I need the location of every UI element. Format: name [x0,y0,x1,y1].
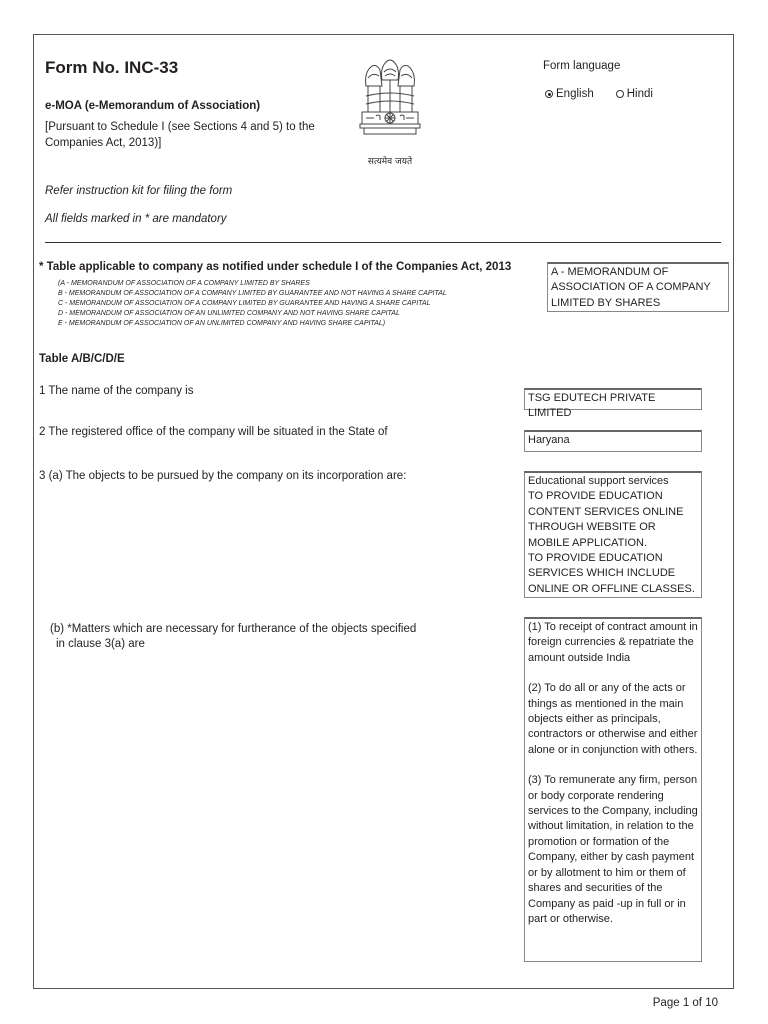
form-pursuant-note: [Pursuant to Schedule I (see Sections 4 and 5) to the Companies Act, 2013)] [45,121,315,149]
matters-label-line: in clause 3(a) are [56,638,145,650]
objects-label: 3 (a) The objects to be pursued by the company on its incorporation are: [39,470,407,482]
radio-unchecked-icon[interactable] [616,90,624,98]
national-emblem [350,50,430,168]
page-number: Page 1 of 10 [652,997,718,1009]
radio-english[interactable] [545,88,594,100]
header-divider [45,242,721,243]
lion-capital-emblem-icon [350,50,430,154]
table-option: E - MEMORANDUM OF ASSOCIATION OF AN UNLIMITED COMPANY AND HAVING SHARE CAPITAL) [58,320,386,327]
form-language-radio-group [545,88,653,100]
company-name-label: 1 The name of the company is [39,385,194,397]
table-option: D - MEMORANDUM OF ASSOCIATION OF AN UNLIMITED COMPANY AND NOT HAVING SHARE CAPITAL [58,310,400,317]
registered-office-state-field[interactable]: Haryana [524,430,702,452]
form-number: Form No. INC-33 [45,58,179,77]
company-name-field[interactable]: TSG EDUTECH PRIVATE LIMITED [524,388,702,410]
table-option: C - MEMORANDUM OF ASSOCIATION OF A COMPANY LIMITED BY GUARANTEE AND HAVING A SHARE CAPITAL [58,300,431,307]
table-option: B - MEMORANDUM OF ASSOCIATION OF A COMPANY LIMITED BY GUARANTEE AND NOT HAVING A SHARE CAPITAL [58,290,447,297]
table-option: (A - MEMORANDUM OF ASSOCIATION OF A COMPANY LIMITED BY SHARES [58,280,310,287]
registered-office-state-label: 2 The registered office of the company will be situated in the State of [39,426,388,438]
matters-label [50,622,450,652]
objects-textarea[interactable]: Educational support services TO PROVIDE EDUCATION CONTENT SERVICES ONLINE THROUGH WEBSITE OR MOBILE APPLICATION. TO PROVIDE EDUCATION SERVICES WHICH INCLUDE ONLINE OR OFFLINE CLASSES. [524,471,702,598]
form-language-label: Form language [543,60,621,72]
emblem-motto: सत्यमेव जयते [367,157,413,167]
radio-hindi-label: Hindi [626,88,653,100]
table-applicable-select[interactable]: A - MEMORANDUM OF ASSOCIATION OF A COMPANY LIMITED BY SHARES [547,262,729,312]
form-title: e-MOA (e-Memorandum of Association) [45,100,261,112]
matters-item: (1) To receipt of contract amount in foreign currencies & repatriate the amount outside India [528,621,698,664]
mandatory-fields-note: All fields marked in * are mandatory [45,213,227,225]
radio-hindi[interactable] [616,88,653,100]
table-options-list [58,279,447,329]
matters-textarea[interactable] [524,617,702,962]
matters-label-line: (b) *Matters which are necessary for furtherance of the objects specified [50,623,417,635]
table-applicable-label: * Table applicable to company as notified under schedule I of the Companies Act, 2013 [39,261,512,273]
radio-english-label: English [556,88,594,100]
radio-checked-icon[interactable] [545,90,553,98]
matters-item: (2) To do all or any of the acts or things as mentioned in the main objects either as principals, contractors or otherwise and either alone or in conjunction with others. [528,682,698,756]
matters-item: (3) To remunerate any firm, person or body corporate rendering services to the Company, including without limitation, in relation to the promotion or formation of the Company, either by cash payment or by allotment to him or them of shares and securities of the Company as paid -up in full or in part or otherwise. [528,774,698,925]
section-title: Table A/B/C/D/E [39,353,125,365]
instruction-kit-note: Refer instruction kit for filing the form [45,185,233,197]
